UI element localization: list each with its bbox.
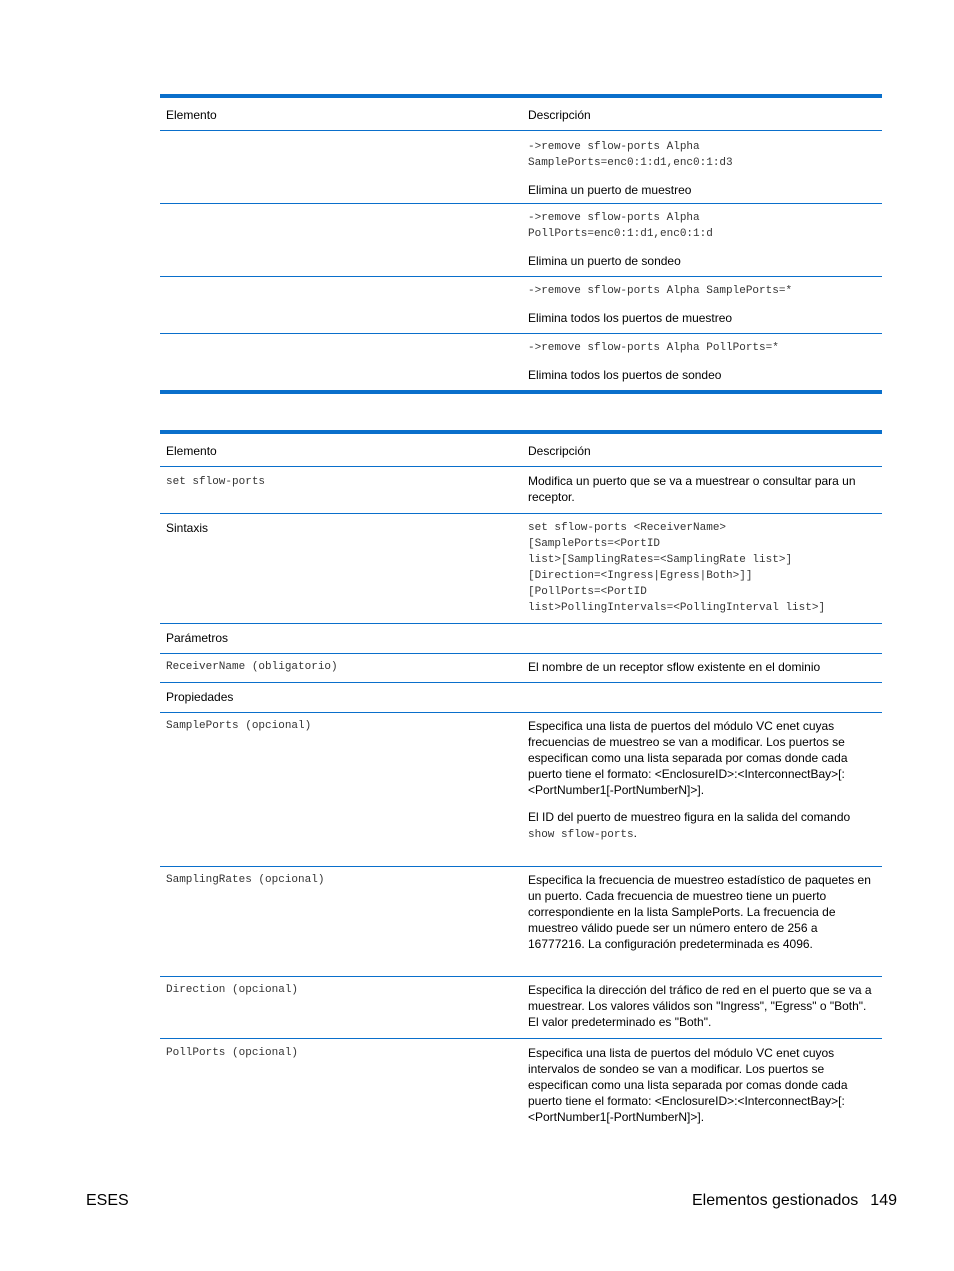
page-number: 149 [870,1192,897,1209]
syntax-label: Sintaxis [166,521,209,535]
footer-section [680,1192,897,1210]
syntax-code: set sflow-ports <ReceiverName> [SamplePorts=<PortID list>[SamplingRates=<SamplingRate list>] [Direction=<Ingress|Egress|Both>]] [PollPorts=<PortID list>PollingIntervals=<PollingInterval list>] [528,522,826,614]
example-code: ->remove sflow-ports Alpha PollPorts=enc0:1:d1,enc0:1:d [528,212,713,240]
footer-language-code: ESES [86,1192,129,1209]
table-row [160,514,882,624]
property-name: PollPorts (opcional) [166,1047,299,1059]
example-desc: Elimina un puerto de sondeo [528,254,681,268]
table-row [160,334,882,390]
property-name: SamplingRates (opcional) [166,874,325,886]
command-reference: show sflow-ports [528,829,634,841]
example-code: ->remove sflow-ports Alpha SamplePorts=enc0:1:d1,enc0:1:d3 [528,141,733,169]
property-description: Especifica la dirección del tráfico de red en el puerto que se va a muestrear. Los valores válidos son "Ingress", "Egress" o "Both". El valor predeterminado es "Both". [528,983,872,1029]
property-note: El ID del puerto de muestreo figura en la salida del comando show sflow-ports. [528,810,851,841]
property-name: Direction (opcional) [166,984,299,996]
table-row [160,131,882,204]
header-elemento: Elemento [166,444,217,458]
footer-section-title: Elementos gestionados [691,1192,859,1209]
table-row [160,867,882,977]
set-sflow-ports-table [160,430,882,1149]
table-header [160,434,882,467]
header-descripcion: Descripción [528,444,591,458]
propiedades-label: Propiedades [166,690,234,704]
command-name: set sflow-ports [166,476,266,488]
table-row [160,654,882,683]
example-code: ->remove sflow-ports Alpha PollPorts=* [528,342,779,354]
example-desc: Elimina todos los puertos de sondeo [528,368,722,382]
param-description: El nombre de un receptor sflow existente en el dominio [528,660,821,674]
table-row [160,277,882,334]
table-row [160,467,882,514]
param-name: ReceiverName (obligatorio) [166,661,338,673]
parametros-label: Parámetros [166,631,229,645]
table-row [160,977,882,1039]
section-row-propiedades [160,683,882,713]
example-desc: Elimina un puerto de muestreo [528,183,692,197]
remove-sflow-examples-table [160,94,882,394]
example-code: ->remove sflow-ports Alpha SamplePorts=* [528,285,793,297]
table-row [160,713,882,867]
command-description: Modifica un puerto que se va a muestrear o consultar para un receptor. [528,474,856,504]
table-row [160,204,882,277]
property-description: Especifica una lista de puertos del módulo VC enet cuyos intervalos de sondeo se van a modificar. Los puertos se especifican como una lista separada por comas donde cada puerto tiene el formato: <EnclosureID>:<InterconnectBay>[:<PortNumber1[-PortNumberN]>]. [528,1046,848,1124]
section-row-parametros [160,624,882,654]
table-header [160,98,882,131]
property-description: Especifica una lista de puertos del módulo VC enet cuyas frecuencias de muestreo se van a modificar. Los puertos se especifican como una lista separada por comas donde cada puerto tiene el formato: <EnclosureID>:<InterconnectBay>[:<PortNumber1[-PortNumberN]>]. [528,719,848,797]
example-desc: Elimina todos los puertos de muestreo [528,311,733,325]
property-description: Especifica la frecuencia de muestreo estadístico de paquetes en un puerto. Cada frecuencia de muestreo tiene un puerto correspondiente en la lista SamplePorts. La frecuencia de muestreo válido puede ser un número entero de 256 a 16777216. La configuración predeterminada es 4096. [528,873,871,951]
table-row [160,1039,882,1149]
header-descripcion: Descripción [528,108,591,122]
property-name: SamplePorts (opcional) [166,720,312,732]
header-elemento: Elemento [166,108,217,122]
